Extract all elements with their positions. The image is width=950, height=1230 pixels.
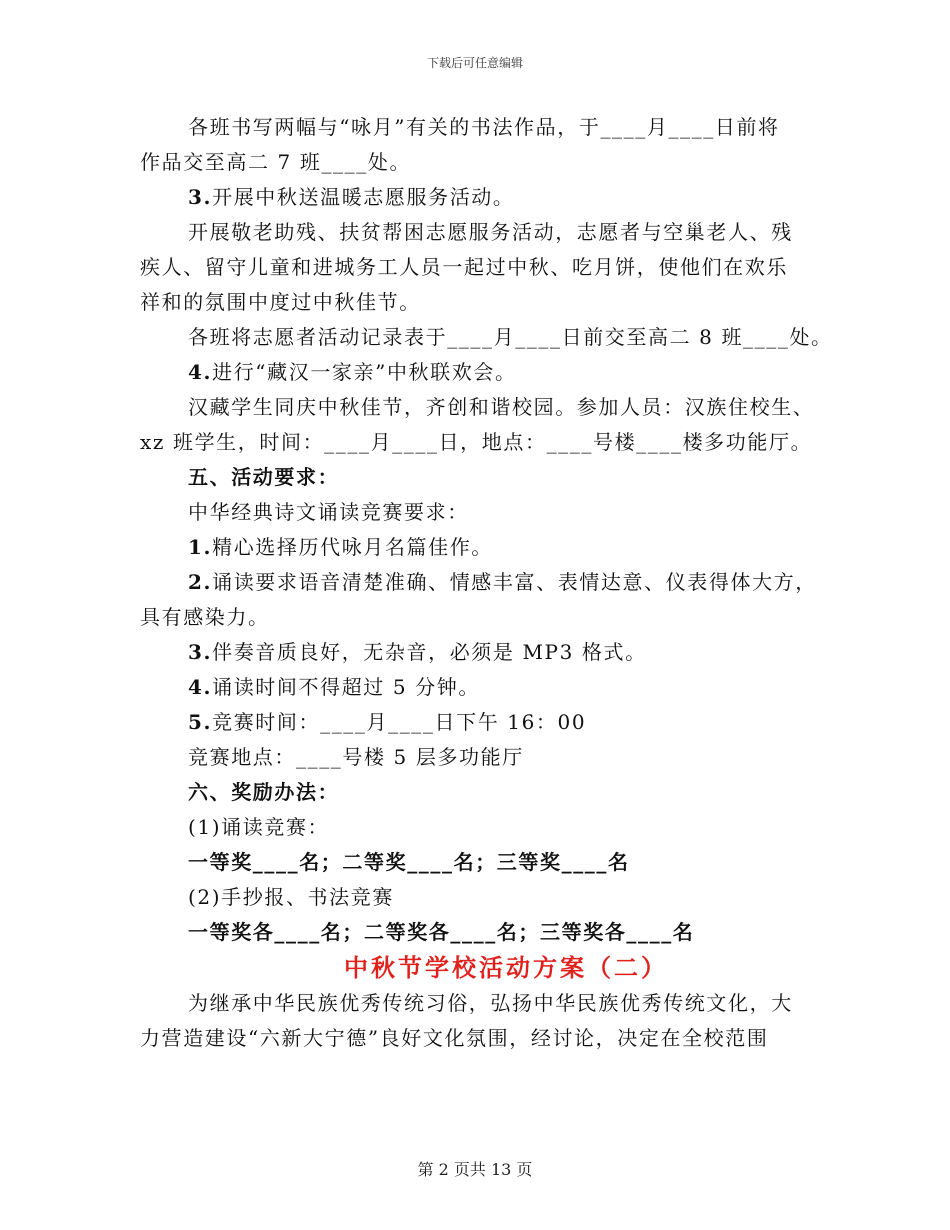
section-heading: 六、奖励办法： (188, 780, 340, 804)
paragraph-line: 疾人、留守儿童和进城务工人员一起过中秋、吃月饼，使他们在欢乐 (140, 255, 788, 279)
paragraph-line: 汉藏学生同庆中秋佳节，齐创和谐校园。参加人员：汉族住校生、 (188, 395, 815, 419)
paragraph-line: 力营造建设“六新大宁德”良好文化氛围，经讨论，决定在全校范围 (140, 1026, 769, 1050)
page-number: 第 2 页共 13 页 (417, 1160, 533, 1179)
paragraph-line: 开展敬老助残、扶贫帮困志愿服务活动，志愿者与空巢老人、残 (188, 220, 793, 244)
paragraph-line: 具有感染力。 (140, 605, 270, 629)
section-title: 中秋节学校活动方案（二） (344, 953, 668, 982)
paragraph-line: 各班将志愿者活动记录表于____月____日前交至高二 8 班____处。 (188, 325, 833, 349)
paragraph-line: 中华经典诗文诵读竞赛要求： (188, 500, 469, 524)
paragraph-line: 为继承中华民族优秀传统习俗，弘扬中华民族优秀传统文化，大 (188, 991, 793, 1015)
award-line: 一等奖各____名；二等奖各____名；三等奖各____名 (188, 920, 695, 944)
list-item: 4.进行“藏汉一家亲”中秋联欢会。 (188, 360, 517, 384)
paragraph-line: 作品交至高二 7 班____处。 (140, 150, 412, 174)
list-item: 3.伴奏音质良好，无杂音，必须是 MP3 格式。 (188, 640, 647, 664)
header-note: 下载后可任意编辑 (426, 56, 523, 70)
paragraph-line: 竞赛地点：____号楼 5 层多功能厅 (188, 745, 524, 769)
list-item: (2)手抄报、书法竞赛 (188, 885, 394, 909)
award-line: 一等奖____名；二等奖____名；三等奖____名 (188, 850, 630, 874)
list-item: 2.诵读要求语音清楚准确、情感丰富、表情达意、仪表得体大方， (188, 570, 817, 594)
list-item: 4.诵读时间不得超过 5 分钟。 (188, 675, 480, 699)
list-item: 5.竞赛时间：____月____日下午 16：00 (188, 710, 587, 734)
section-heading: 五、活动要求： (188, 465, 340, 489)
document-body (140, 110, 833, 1056)
paragraph-line: 各班书写两幅与“咏月”有关的书法作品，于____月____日前将 (188, 115, 780, 139)
list-item: (1)诵读竞赛： (188, 815, 330, 839)
paragraph-line: xz 班学生，时间：____月____日，地点：____号楼____楼多功能厅。 (140, 430, 813, 454)
list-item: 3.开展中秋送温暖志愿服务活动。 (188, 185, 515, 209)
list-item: 1.精心选择历代咏月名篇佳作。 (188, 535, 493, 559)
paragraph-line: 祥和的氛围中度过中秋佳节。 (140, 290, 421, 314)
